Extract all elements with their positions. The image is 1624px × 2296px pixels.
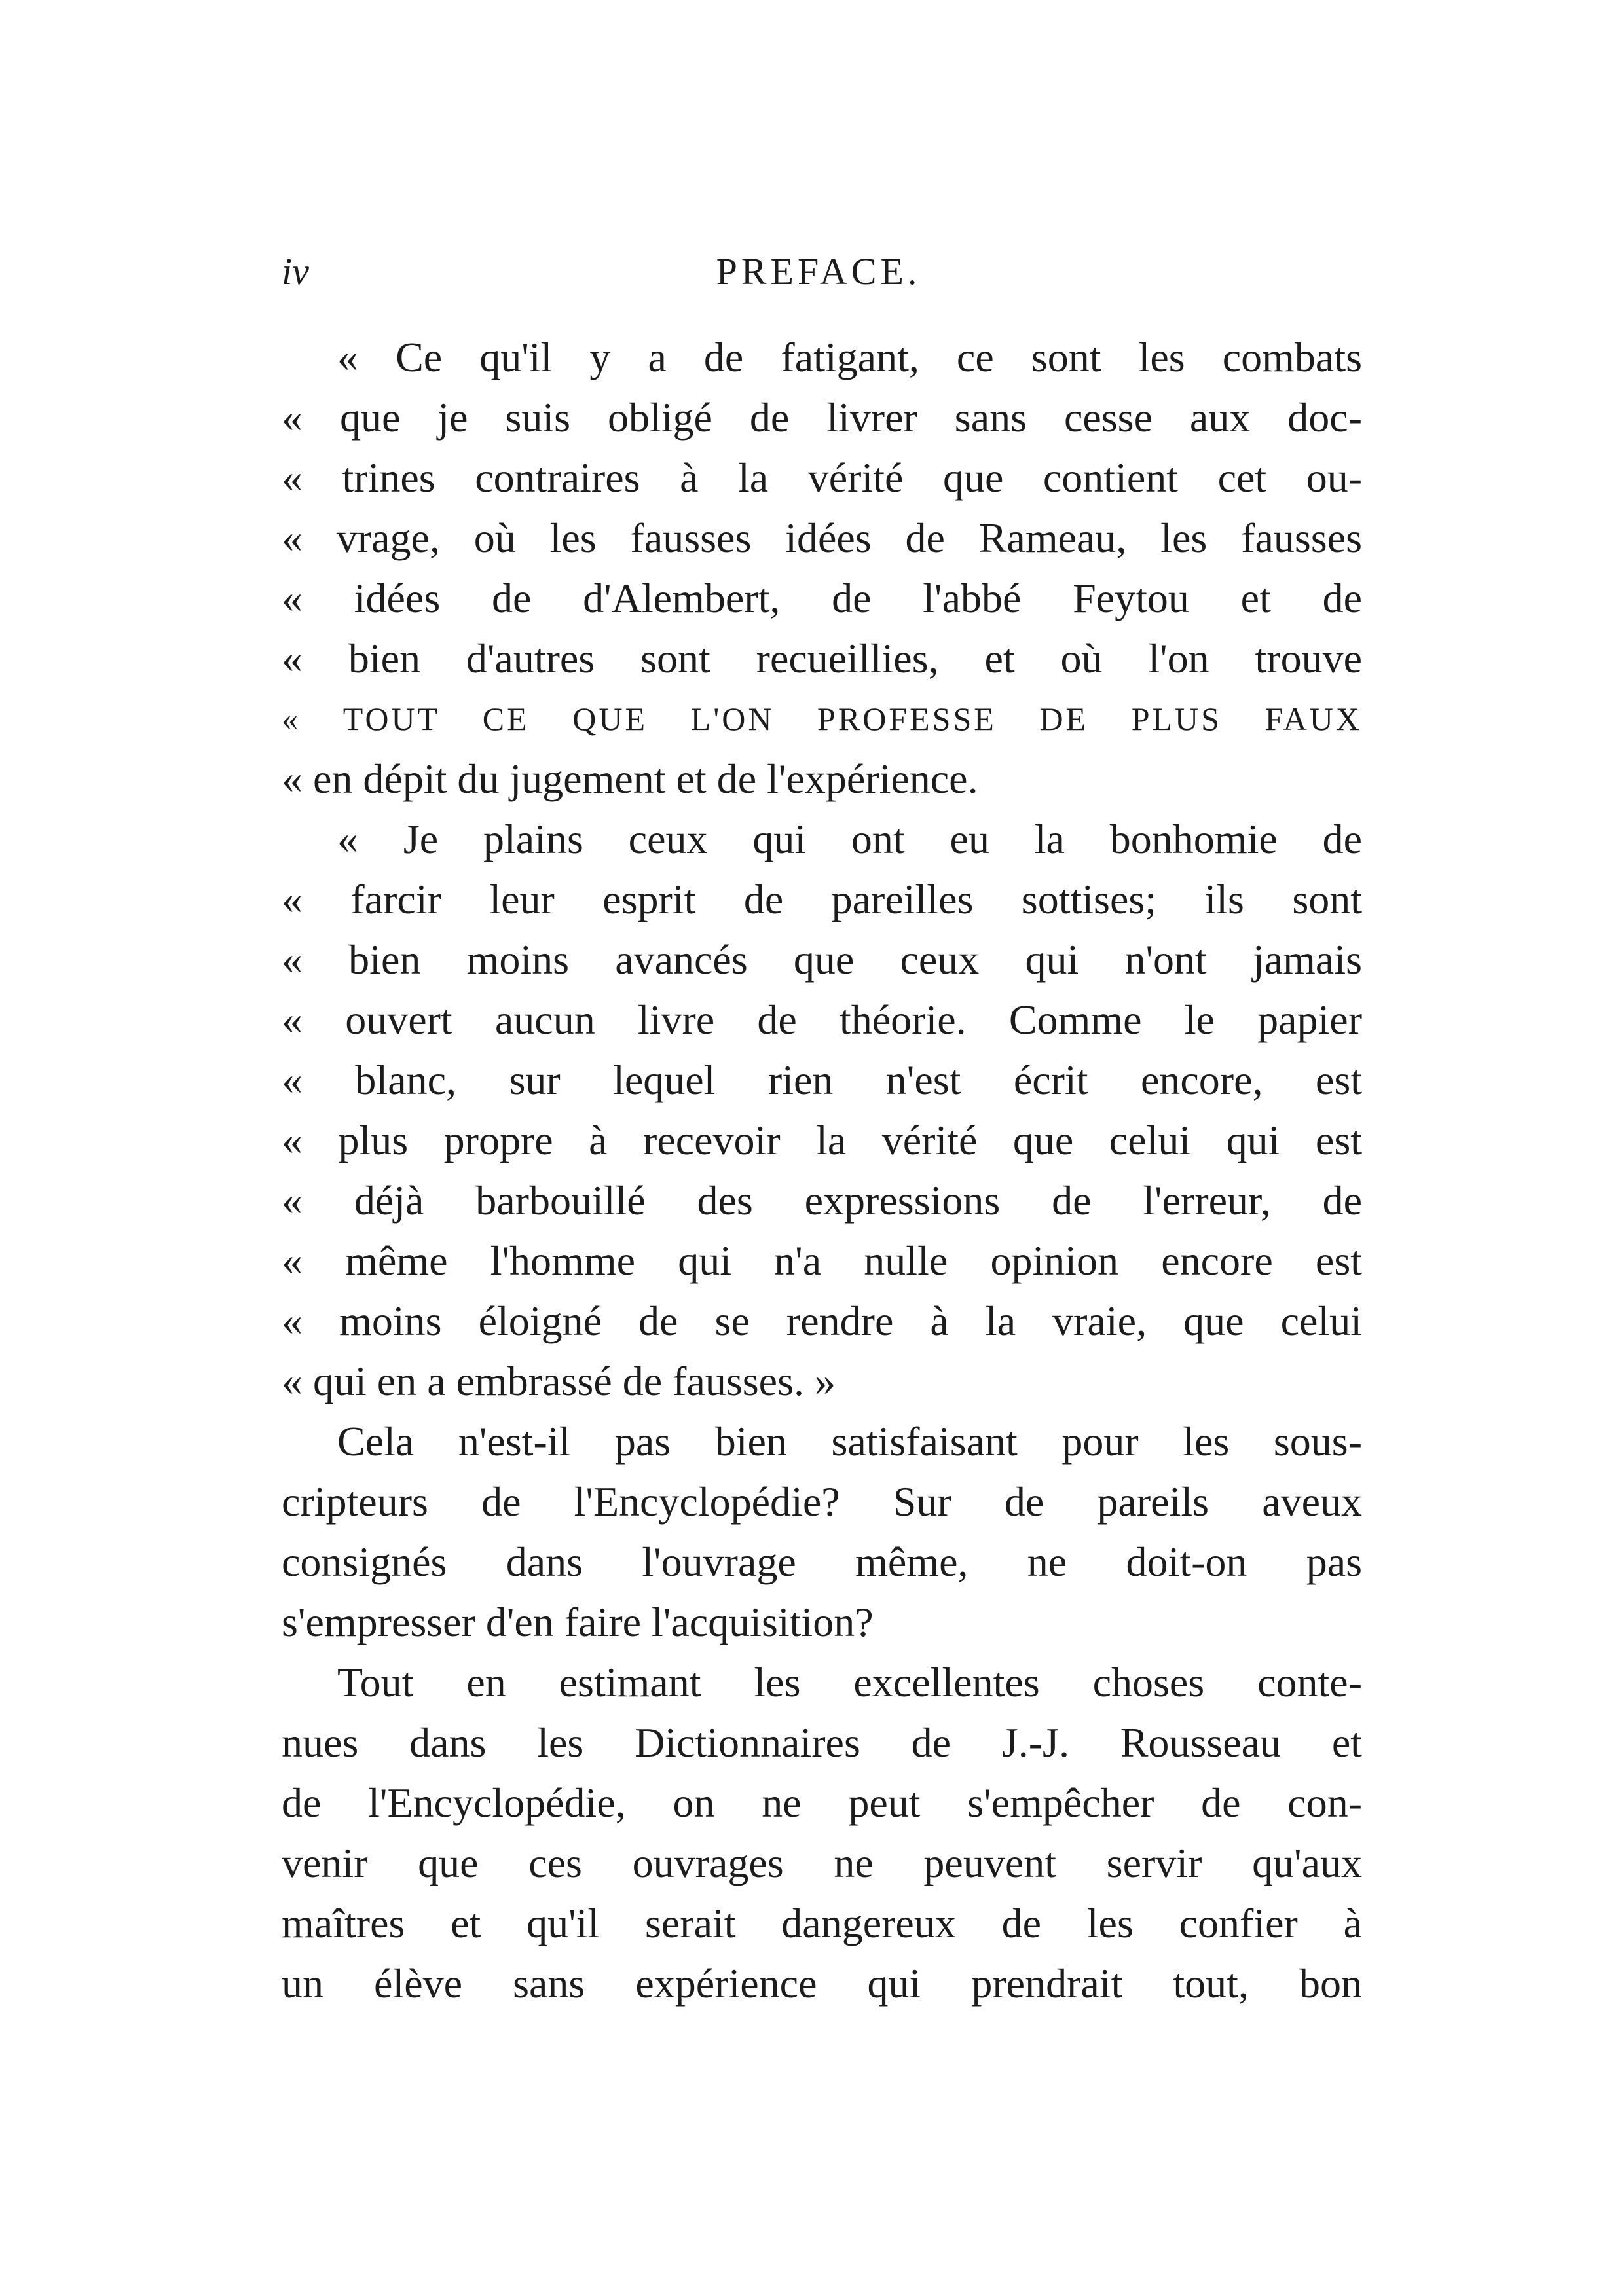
text-line: un élève sans expérience qui prendrait tout, bon	[282, 1960, 1362, 2007]
text-line: « bien d'autres sont recueillies, et où l'on trouve	[282, 635, 1362, 682]
text-line: « blanc, sur lequel rien n'est écrit encore, est	[282, 1057, 1362, 1103]
text-line: s'empresser d'en faire l'acquisition?	[282, 1599, 874, 1645]
text-line: cripteurs de l'Encyclopédie? Sur de pareils aveux	[282, 1478, 1362, 1525]
text-line: maîtres et qu'il serait dangereux de les confier à	[282, 1900, 1362, 1946]
text-line: de l'Encyclopédie, on ne peut s'empêcher de con-	[282, 1779, 1362, 1826]
text-line: Cela n'est-il pas bien satisfaisant pour les sous-	[337, 1418, 1362, 1465]
text-line: « en dépit du jugement et de l'expérience.	[282, 756, 978, 802]
page-number: iv	[282, 250, 309, 293]
text-line: « que je suis obligé de livrer sans cesse aux doc-	[282, 394, 1362, 441]
text-line: consignés dans l'ouvrage même, ne doit-on pas	[282, 1539, 1362, 1585]
text-line: « déjà barbouillé des expressions de l'erreur, de	[282, 1177, 1362, 1224]
text-line: « Ce qu'il y a de fatigant, ce sont les combats	[337, 334, 1362, 380]
text-line: « idées de d'Alembert, de l'abbé Feytou et de	[282, 575, 1362, 621]
text-line: « vrage, où les fausses idées de Rameau, les fausses	[282, 515, 1362, 561]
text-line: « plus propre à recevoir la vérité que celui qui est	[282, 1117, 1362, 1163]
text-line: « qui en a embrassé de fausses. »	[282, 1358, 836, 1404]
text-line: Tout en estimant les excellentes choses conte-	[337, 1659, 1362, 1705]
text-line: nues dans les Dictionnaires de J.-J. Rousseau et	[282, 1719, 1362, 1766]
text-line: « même l'homme qui n'a nulle opinion encore est	[282, 1237, 1362, 1284]
text-line: venir que ces ouvrages ne peuvent servir qu'aux	[282, 1840, 1362, 1886]
text-line: « ouvert aucun livre de théorie. Comme le papier	[282, 996, 1362, 1043]
text-line: « bien moins avancés que ceux qui n'ont jamais	[282, 936, 1362, 983]
text-line: « trines contraires à la vérité que contient cet ou-	[282, 454, 1362, 501]
text-line: « TOUT CE QUE L'ON PROFESSE DE PLUS FAUX	[282, 701, 1362, 737]
text-line: « Je plains ceux qui ont eu la bonhomie de	[337, 816, 1362, 862]
text-line: « moins éloigné de se rendre à la vraie, que celui	[282, 1298, 1362, 1344]
page-header	[282, 242, 1356, 301]
running-title: PREFACE.	[716, 250, 921, 293]
text-line: « farcir leur esprit de pareilles sottises; ils sont	[282, 876, 1362, 922]
body-text	[282, 327, 1362, 2014]
